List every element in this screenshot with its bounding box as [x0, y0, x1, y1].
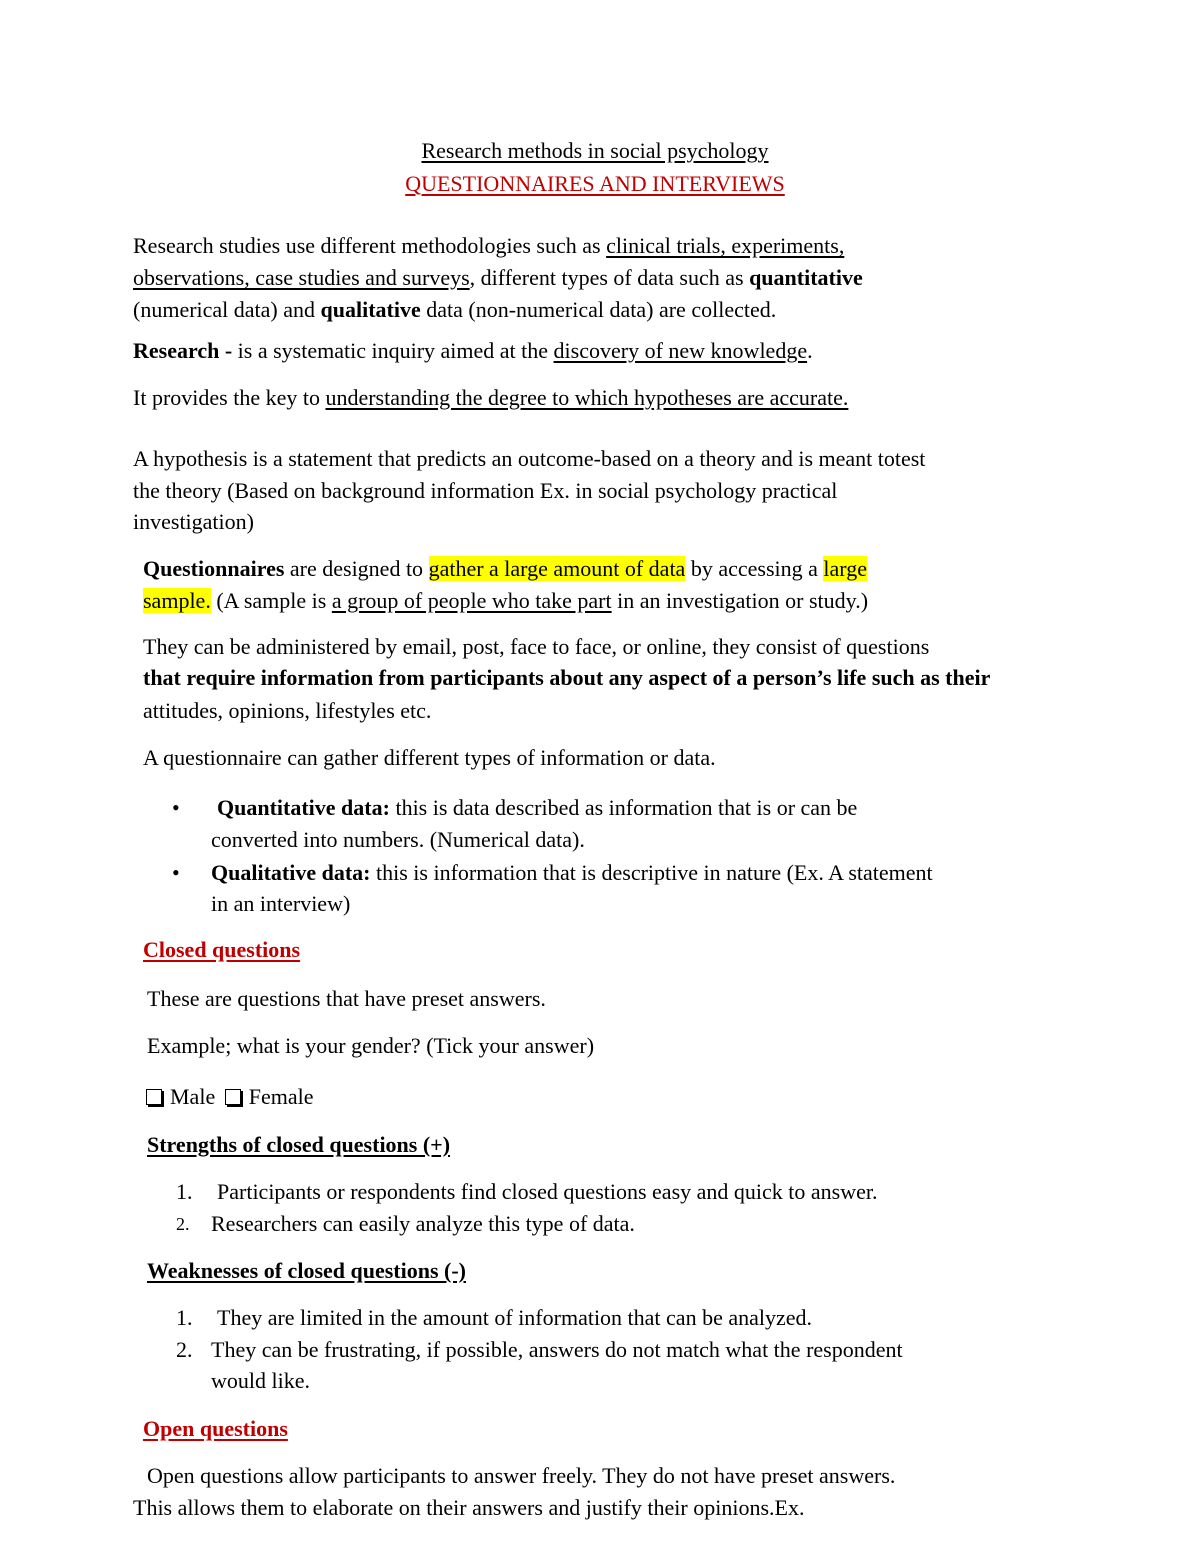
weakness-number: 1. [176, 1305, 193, 1330]
weakness-item: They are limited in the amount of information that can be analyzed. [217, 1305, 813, 1330]
male-checkbox[interactable] [146, 1089, 162, 1105]
female-checkbox[interactable] [225, 1089, 241, 1105]
hypothesis-line-2: the theory (Based on background information Ex. in social psychology practical [133, 478, 838, 503]
female-label: Female [248, 1084, 314, 1109]
strength-number: 1. [176, 1179, 193, 1204]
bullet-dot: • [172, 860, 180, 885]
open-line-2: This allows them to elaborate on their answers and justify their opinions.Ex. [133, 1495, 805, 1520]
methodologies-underline-1: clinical trials, experiments, [606, 233, 845, 258]
gather-types-line: A questionnaire can gather different types of information or data. [143, 745, 716, 770]
intro-line-1 [133, 232, 844, 260]
strength-number: 2. [176, 1214, 190, 1234]
weaknesses-heading: Weaknesses of closed questions (-) [147, 1258, 467, 1283]
strength-item: Researchers can easily analyze this type of data. [211, 1211, 635, 1236]
highlight-sample: sample. [143, 588, 211, 613]
intro-text: Research studies use different methodologies such as [133, 233, 607, 258]
strength-item: Participants or respondents find closed questions easy and quick to answer. [217, 1179, 878, 1204]
questionnaires-text: in an investigation or study.) [611, 588, 869, 613]
questionnaires-text: (A sample is [210, 588, 332, 613]
administered-line-1: They can be administered by email, post, face to face, or online, they consist of questions [143, 634, 930, 659]
administered-line-2: that require information from participants about any aspect of a person’s life such as their [143, 665, 991, 690]
bullet-dot: • [172, 795, 180, 820]
strengths-heading: Strengths of closed questions (+) [147, 1132, 451, 1157]
gender-options [146, 1083, 313, 1111]
open-line-1: Open questions allow participants to answer freely. They do not have preset answers. [147, 1463, 896, 1488]
questionnaires-line-2 [143, 587, 868, 615]
sample-underline: a group of people who take part [331, 588, 612, 613]
quantitative-text: this is data described as information that is or can be [389, 795, 858, 820]
questionnaires-line-1 [143, 555, 867, 583]
research-label: Research - [133, 338, 238, 363]
bullet-qualitative [211, 859, 933, 887]
key-underline: understanding the degree to which hypotheses are accurate. [325, 385, 849, 410]
questionnaires-text: by accessing a [685, 556, 824, 581]
bullet-qualitative-cont: in an interview) [211, 891, 351, 916]
quantitative-term: quantitative [749, 265, 863, 290]
quantitative-label: Quantitative data: [217, 795, 390, 820]
closed-desc: These are questions that have preset answers. [147, 986, 546, 1011]
key-text: It provides the key to [133, 385, 326, 410]
page-subtitle: QUESTIONNAIRES AND INTERVIEWS [405, 171, 785, 196]
male-label: Male [170, 1084, 216, 1109]
weakness-number: 2. [176, 1337, 193, 1362]
intro-text: data (non-numerical data) are collected. [420, 297, 777, 322]
questionnaires-label: Questionnaires [143, 556, 285, 581]
highlight-large-amount: gather a large amount of data [428, 556, 686, 581]
key-line [133, 384, 848, 412]
hypothesis-line-1: A hypothesis is a statement that predicts an outcome-based on a theory and is meant totest [133, 446, 926, 471]
bullet-quantitative [217, 794, 857, 822]
methodologies-underline-2: observations, case studies and surveys [133, 265, 470, 290]
closed-example: Example; what is your gender? (Tick your answer) [147, 1033, 595, 1058]
bullet-quantitative-cont: converted into numbers. (Numerical data). [211, 827, 585, 852]
intro-line-3 [133, 296, 776, 324]
open-questions-heading: Open questions [143, 1416, 288, 1441]
research-underline: discovery of new knowledge [553, 338, 808, 363]
closed-questions-heading: Closed questions [143, 937, 301, 962]
research-definition [133, 337, 813, 365]
weakness-item-cont: would like. [211, 1368, 310, 1393]
intro-line-2 [133, 264, 863, 292]
weakness-item: They can be frustrating, if possible, answers do not match what the respondent [211, 1337, 903, 1362]
hypothesis-line-3: investigation) [133, 509, 254, 534]
page-title: Research methods in social psychology [421, 138, 769, 163]
intro-text: , different types of data such as [469, 265, 750, 290]
administered-line-3: attitudes, opinions, lifestyles etc. [143, 698, 432, 723]
qualitative-label: Qualitative data: [211, 860, 371, 885]
research-end: . [807, 338, 813, 363]
highlight-large: large [823, 556, 867, 581]
questionnaires-text: are designed to [284, 556, 429, 581]
research-text: is a systematic inquiry aimed at the [237, 338, 554, 363]
qualitative-text: this is information that is descriptive in nature (Ex. A statement [370, 860, 933, 885]
intro-text: (numerical data) and [133, 297, 321, 322]
qualitative-term: qualitative [320, 297, 421, 322]
